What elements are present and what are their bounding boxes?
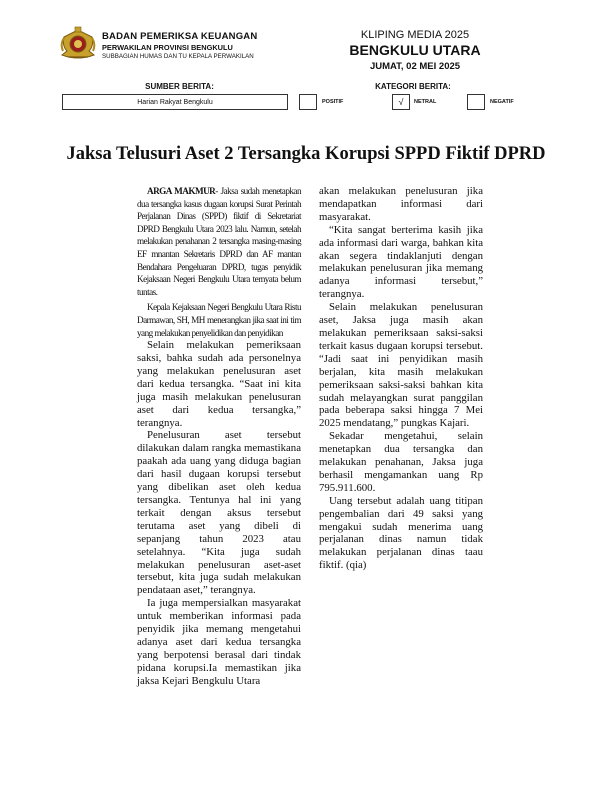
org-unit: SUBBAGIAN HUMAS DAN TU KEPALA PERWAKILAN [102, 53, 254, 60]
source-label: SUMBER BERITA: [145, 82, 214, 91]
article-paragraph: Selain melakukan pemeriksaan saksi, bahka sudah ada personelnya yang melakukan penelusuran aset dari kedua tersangka. “Saat ini kita juga masih melakukan penelusuran aset dari kedua tersangka,” terangnya. [137, 339, 301, 429]
kliping-block [330, 29, 500, 72]
category-positif-label: POSITIF [322, 99, 344, 105]
lead-text: - Jaksa sudah menetapkan dua tersangka kasus dugaan korupsi Surat Perintah Perjalanan Dinas (SPPD) fiktif di Sekretariat DPRD Bengkulu Utara 2023 lalu. Namun, setelah melakukan penahanan 2 tersangka masing-masing EF mnantan Sekretaris DPRD dan AF mantan Bendahara Pengeluaran DPRD, tugas penyidik Kejaksaan Negeri Bengkulu Utara ternyata belum tuntas. [137, 186, 301, 297]
category-netral-label: NETRAL [414, 99, 437, 105]
category-netral-checkbox[interactable]: √ [392, 94, 410, 110]
article-title: Jaksa Telusuri Aset 2 Tersangka Korupsi SPPD Fiktif DPRD [66, 144, 546, 164]
source-value-box: Harian Rakyat Bengkulu [62, 94, 288, 110]
org-branch: PERWAKILAN PROVINSI BENGKULU [102, 43, 233, 52]
category-label: KATEGORI BERITA: [375, 82, 451, 91]
article-paragraph: “Kita sangat berterima kasih jika ada informasi dari warga, bahkan kita akan segera tindaklanjuti dengan melakukan penelusuran jika memang adanya informasi tersebut,” terangnya. [319, 223, 483, 301]
article-lead-paragraph [137, 185, 301, 298]
kliping-date: JUMAT, 02 MEI 2025 [369, 61, 461, 72]
article-paragraph: Ia juga mempersialkan masyarakat untuk memberikan informasi pada penyidik jika memang mengetahui adanya aset dari kedua tersangka yang berpotensi berasal dari tindak pidana korupsi.Ia memastikan jika jaksa Kejari Bengkulu Utara [137, 597, 301, 687]
category-negatif-checkbox[interactable] [467, 94, 485, 110]
category-positif-checkbox[interactable] [299, 94, 317, 110]
article-paragraph: Uang tersebut adalah uang titipan pengembalian dari 49 saksi yang mengakui sudah menerima uang perjalanan dinas namun tidak melakukan perjalanan dinas taau fiktif. (qia) [319, 494, 483, 572]
article-paragraph: Sekadar mengetahui, selain menetapkan dua tersangka dan melakukan penahanan, Jaksa juga berhasil mengamankan uang Rp 795.911.600. [319, 430, 483, 494]
lead-location: ARGA MAKMUR [147, 186, 216, 196]
region-title: BENGKULU UTARA [349, 42, 481, 58]
org-name: BADAN PEMERIKSA KEUANGAN [102, 31, 258, 42]
article-column-2 [319, 185, 483, 572]
bpk-logo-icon [58, 24, 98, 64]
article-column-1 [137, 185, 301, 688]
category-negatif-label: NEGATIF [490, 99, 514, 105]
article-paragraph: akan melakukan penelusuran jika mendapatkan informasi dari masyarakat. [319, 185, 483, 223]
article-paragraph: Selain melakukan penelusuran aset, Jaksa juga masih akan melakukan pemeriksaan saksi-saksi terkait kasus dugaan korupsi tersebut. “Jadi saat ini penyidikan masih berjalan, kita masih melakukan pemeriksaan saksi-saksi bahkan kita sudah melayangkan surat panggilan pada beberapa saksi hingga 7 Mei 2025 mendatang,” pungkas Kajari. [319, 301, 483, 430]
organization-block [102, 31, 257, 60]
article-paragraph: Penelusuran aset tersebut dilakukan dalam rangka memastikana paakah ada uang yang diduga bagian dari hasil dugaan korupsi tersebut yang dibelikan aset oleh kedua tersangka. Tentunya hal ini yang terkait dengan aksus tersebut terutama aset yang dibeli di sepanjang tahun 2023 atau setelahnya. “Kita juga sudah melakukan penelusuran aset-aset tersebut, kita juga sudah melakukan pendataan aset,” terangnya. [137, 429, 301, 597]
article-paragraph: Kepala Kejaksaan Negeri Bengkulu Utara Ristu Darmawan, SH, MH menerangkan jika saat ini tim yang melakukan penyelidikan dan penyidikan [137, 302, 301, 338]
kliping-title: KLIPING MEDIA 2025 [360, 29, 470, 41]
